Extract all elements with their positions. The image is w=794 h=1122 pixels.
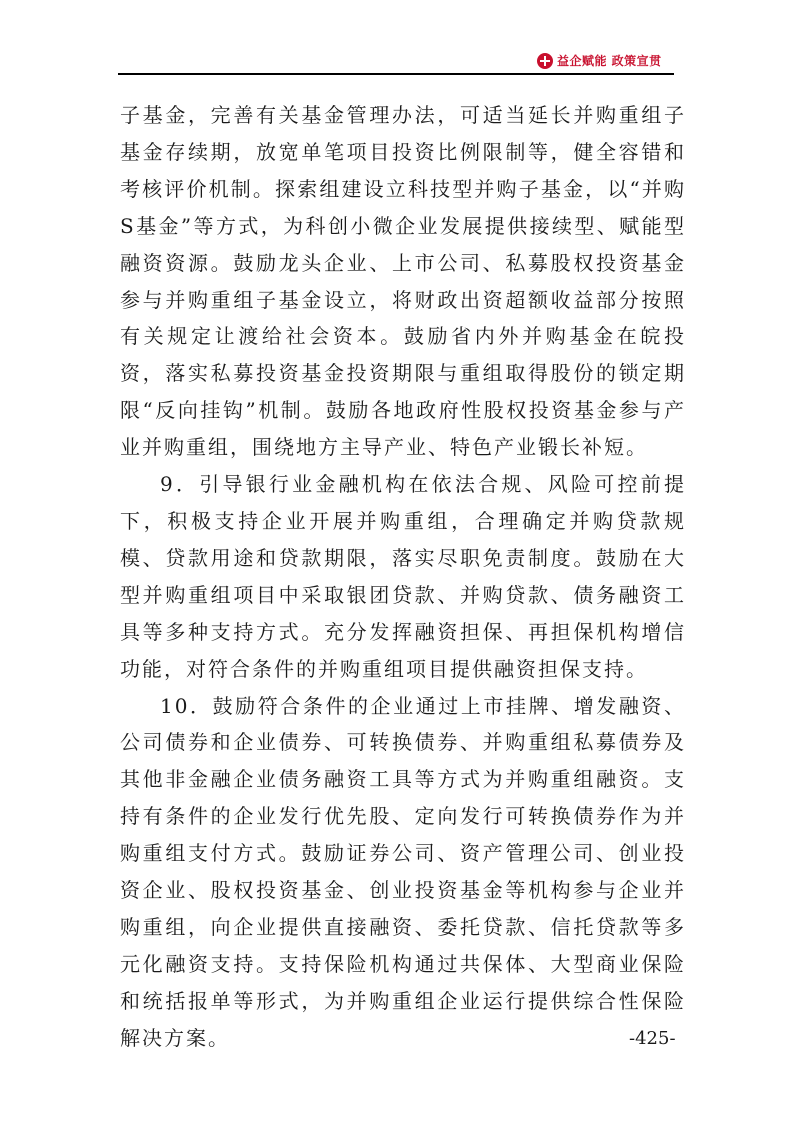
page-number: -425-: [629, 1028, 676, 1049]
document-body: [120, 97, 686, 1057]
logo-text: 益企赋能 政策宣贯: [557, 54, 662, 68]
paragraph-item-9: 9．引导银行业金融机构在依法合规、风险可控前提下，积极支持企业开展并购重组，合理确定并购贷款规模、贷款用途和贷款期限，落实尽职免责制度。鼓励在大型并购重组项目中采取银团贷款、并购贷款、债务融资工具等多种支持方式。充分发挥融资担保、再担保机构增信功能，对符合条件的并购重组项目提供融资担保支持。: [120, 472, 686, 681]
paragraph-continuation: 子基金，完善有关基金管理办法，可适当延长并购重组子基金存续期，放宽单笔项目投资比例限制等，健全容错和考核评价机制。探索组建设立科技型并购子基金，以“并购S基金”等方式，为科创小微企业发展提供接续型、赋能型融资资源。鼓励龙头企业、上市公司、私募股权投资基金参与并购重组子基金设立，将财政出资超额收益部分按照有关规定让渡给社会资本。鼓励省内外并购基金在皖投资，落实私募投资基金投资期限与重组取得股份的锁定期限“反向挂钩”机制。鼓励各地政府性股权投资基金参与产业并购重组，围绕地方主导产业、特色产业锻长补短。: [120, 103, 686, 460]
header-rule: [118, 73, 674, 75]
plus-circle-icon: [537, 53, 553, 69]
header-logo: [537, 52, 662, 69]
paragraph-item-10: 10．鼓励符合条件的企业通过上市挂牌、增发融资、公司债券和企业债券、可转换债券、并购重组私募债券及其他非金融企业债务融资工具等方式为并购重组融资。支持有条件的企业发行优先股、定向发行可转换债券作为并购重组支付方式。鼓励证券公司、资产管理公司、创业投资企业、股权投资基金、创业投资基金等机构参与企业并购重组，向企业提供直接融资、委托贷款、信托贷款等多元化融资支持。支持保险机构通过共保体、大型商业保险和统括报单等形式，为并购重组企业运行提供综合性保险解决方案。: [120, 693, 686, 1050]
